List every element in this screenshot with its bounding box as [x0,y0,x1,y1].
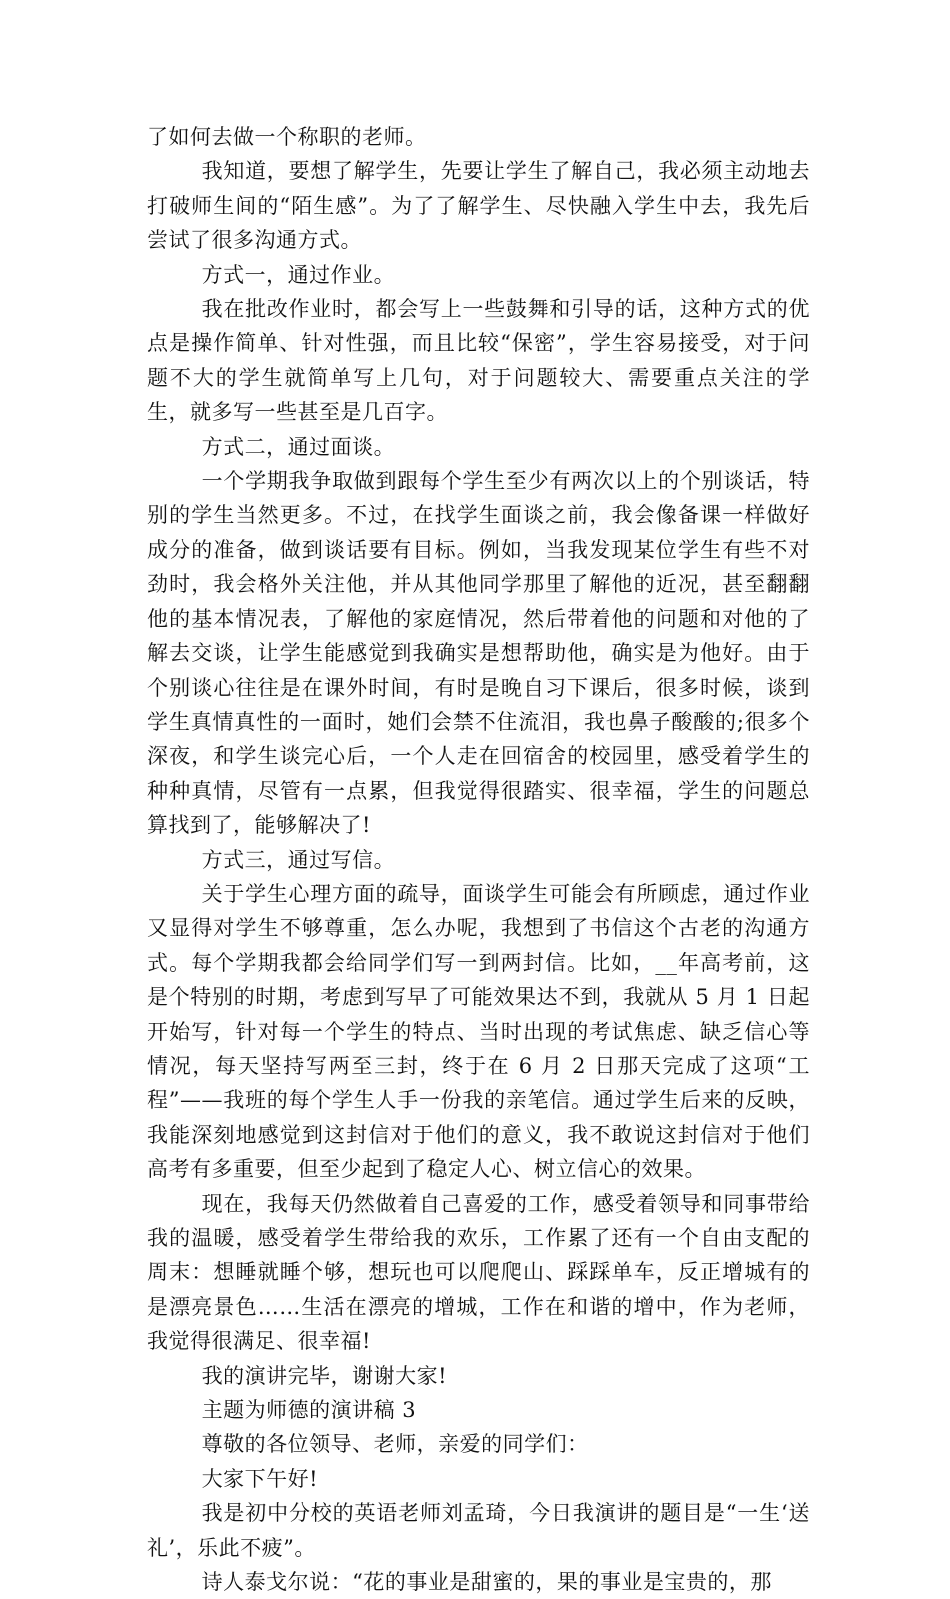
paragraph: 我在批改作业时，都会写上一些鼓舞和引导的话，这种方式的优点是操作简单、针对性强，而且比较“保密”，学生容易接受，对于问题不大的学生就简单写上几句，对于问题较大、需要重点关注的学生，就多写一些甚至是几百字。 [147,297,810,425]
paragraph: 我是初中分校的英语老师刘孟琦，今日我演讲的题目是“一生‘送礼’，乐此不疲”。 [147,1501,810,1560]
paragraph: 现在，我每天仍然做着自己喜爱的工作，感受着领导和同事带给我的温暖，感受着学生带给我的欢乐，工作累了还有一个自由支配的周末：想睡就睡个够，想玩也可以爬爬山、踩踩单车，反正增城有的是漂亮景色……生活在漂亮的增城，工作在和谐的增中，作为老师，我觉得很满足、很幸福! [147,1191,810,1354]
salutation: 尊敬的各位领导、老师，亲爱的同学们： [201,1432,589,1457]
closing-line: 我的演讲完毕，谢谢大家! [201,1363,448,1388]
paragraph: 关于学生心理方面的疏导，面谈学生可能会有所顾虑，通过作业又显得对学生不够尊重，怎么办呢，我想到了书信这个古老的沟通方式。每个学期我都会给同学们写一到两封信。比如，__年高考前，这是个特别的时期，考虑到写早了可能效果达不到，我就从 5 月 1 日起开始写，针对每一个学生的特点、当时出现的考试焦虑、缺乏信心等情况，每天坚持写两至三封，终于在 6 月 2 日那天完成了这项“工程”——我班的每个学生人手一份我的亲笔信。通过学生后来的反映，我能深刻地感觉到这封信对于他们的意义，我不敢说这封信对于他们高考有多重要，但至少起到了稳定人心、树立信心的效果。 [147,881,811,1182]
paragraph: 诗人泰戈尔说：“花的事业是甜蜜的，果的事业是宝贵的，那 [201,1570,772,1595]
section-heading: 方式三，通过写信。 [201,847,396,872]
document-body [147,120,810,1599]
paragraph: 了如何去做一个称职的老师。 [147,125,427,149]
greeting: 大家下午好! [201,1466,319,1491]
paragraph: 一个学期我争取做到跟每个学生至少有两次以上的个别谈话，特别的学生当然更多。不过，在找学生面谈之前，我会像备课一样做好成分的准备，做到谈话要有目标。例如，当我发现某位学生有些不对劲时，我会格外关注他，并从其他同学那里了解他的近况，甚至翻翻他的基本情况表，了解他的家庭情况，然后带着他的问题和对他的了解去交谈，让学生能感觉到我确实是想帮助他，确实是为他好。由于个别谈心往往是在课外时间，有时是晚自习下课后，很多时候，谈到学生真情真性的一面时，她们会禁不住流泪，我也鼻子酸酸的;很多个深夜，和学生谈完心后，一个人走在回宿舍的校园里，感受着学生的种种真情，尽管有一点累，但我觉得很踏实、很幸福，学生的问题总算找到了，能够解决了! [147,469,810,838]
paragraph: 我知道，要想了解学生，先要让学生了解自己，我必须主动地去打破师生间的“陌生感”。为了了解学生、尽快融入学生中去，我先后尝试了很多沟通方式。 [147,159,810,253]
section-heading: 方式一，通过作业。 [201,262,396,287]
section-heading: 方式二，通过面谈。 [201,434,396,459]
speech-title: 主题为师德的演讲稿 3 [201,1398,417,1423]
